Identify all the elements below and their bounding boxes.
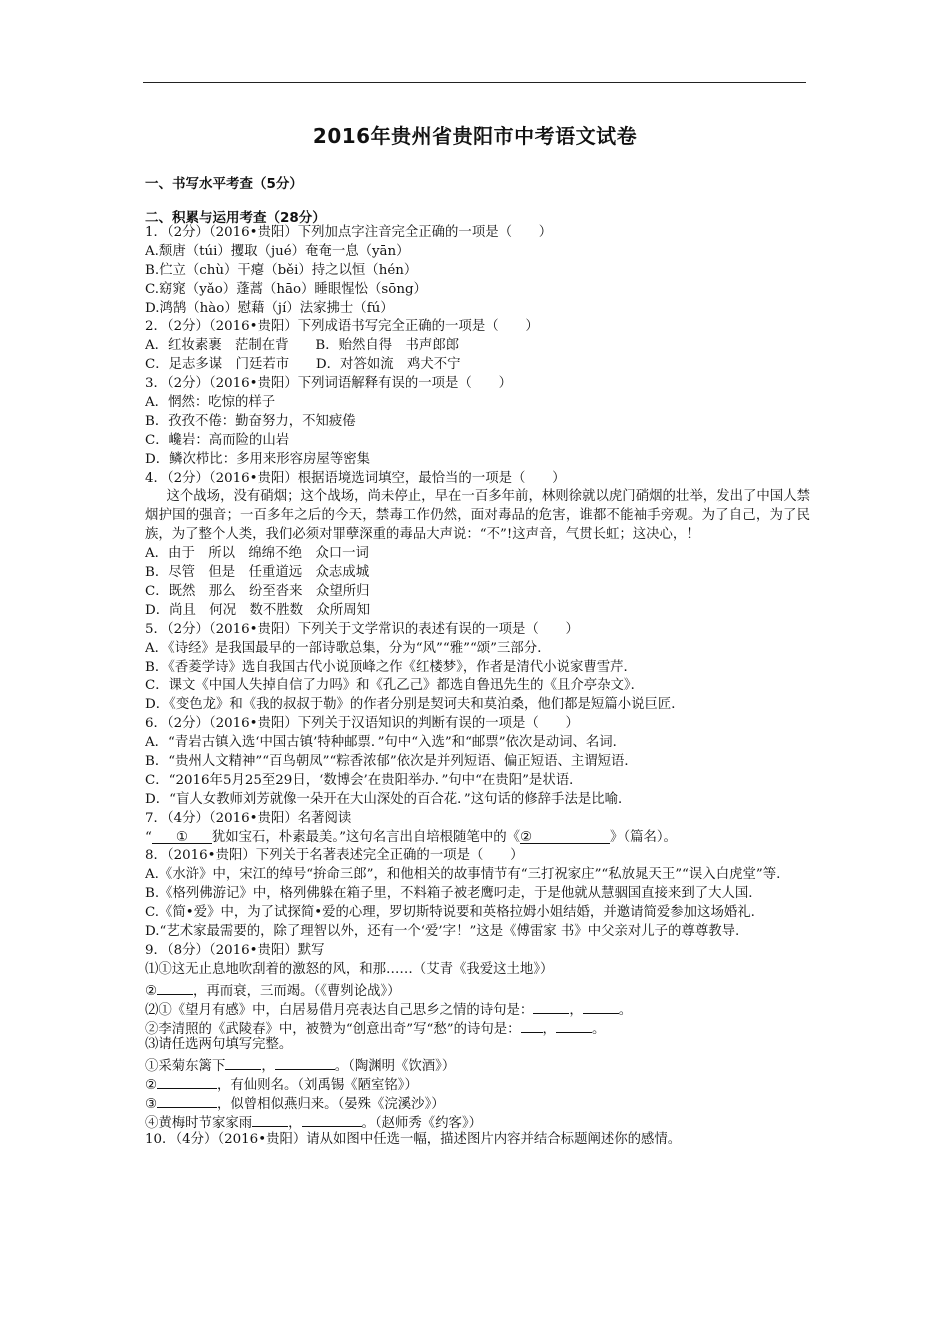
- q9-part2-a-text: ⑵①《望月有感》中，白居易借月亮表达自己思乡之情的诗句是：: [145, 1002, 534, 1018]
- q9-part2-b-blank-2[interactable]: [556, 1018, 592, 1033]
- q8-stem: 8．（2016•贵阳）下列关于名著表述完全正确的一项是（ ）: [145, 848, 524, 864]
- page-title: 2016年贵州省贵阳市中考语文试卷: [312, 124, 638, 148]
- q9-part2-a-blank-1[interactable]: [533, 999, 569, 1014]
- q9-part2-b-blank-1[interactable]: [521, 1018, 543, 1033]
- q9-part3-1: [145, 1055, 810, 1074]
- q9-part3-4-blank-2[interactable]: [302, 1112, 362, 1127]
- q2-stem: 2．（2分）（2016•贵阳）下列成语书写完全正确的一项是（ ）: [145, 319, 539, 335]
- q2-options-cd: C．足志多谋 门廷若市 D．对答如流 鸡犬不宁: [145, 357, 461, 373]
- q1-option-d: D.鸿鹄（hào）慰藉（jí）法家拂士（fú）: [145, 300, 394, 316]
- q9-part3-2-text: ，有仙则名。（刘禹锡《陋室铭》）: [217, 1078, 418, 1094]
- q7-fill-line: [145, 829, 810, 848]
- q7-blank-2-label: ②: [520, 829, 533, 845]
- q9-part3-3: [145, 1093, 810, 1112]
- q3-option-b: B．孜孜不倦：勤奋努力，不知疲倦: [145, 413, 356, 429]
- q9-part3-4-end: 。（赵师秀《约客》）: [361, 1115, 483, 1131]
- q9-part3-2: [145, 1074, 810, 1093]
- q1-option-b: B.伫立（chù）干瘪（běi）持之以恒（hén）: [145, 262, 418, 278]
- section-1-heading: 一、书写水平考查（5分）: [145, 176, 303, 192]
- q8-option-a: A.《水浒》中，宋江的绰号“拚命三郎”，和他相关的故事情节有“三打祝家庄”“私放晁天王”“误入白虎堂”等.: [145, 867, 781, 883]
- q7-blank-2[interactable]: [520, 829, 610, 844]
- q6-stem: 6．（2分）（2016•贵阳）下列关于汉语知识的判断有误的一项是（ ）: [145, 716, 579, 732]
- q9-part2-a-comma: ，: [569, 1002, 583, 1018]
- q4-option-d: D．尚且 何况 数不胜数 众所周知: [145, 602, 370, 618]
- q9-part2-b: [145, 1018, 810, 1037]
- q4-stem: 4．（2分）（2016•贵阳）根据语境选词填空，最恰当的一项是（ ）: [145, 470, 566, 486]
- q9-part2-a-blank-2[interactable]: [583, 999, 619, 1014]
- q6-option-a: A．“青岩古镇入选‘中国古镇’特种邮票．”句中“入选”和“邮票”依次是动词、名词．: [145, 735, 627, 751]
- q8-option-c: C.《简•爱》中，为了试探简•爱的心理，罗切斯特说要和英格拉姆小姐结婚，并邀请简爱参加这场婚礼.: [145, 905, 755, 921]
- q9-part1-b-text: ，再而衰，三而竭。（《曹刿论战》）: [193, 983, 401, 999]
- q9-part1-a: ⑴①这无止息地吹刮着的激怒的风，和那……（艾青《我爱这土地》）: [145, 961, 554, 977]
- q9-part3-4-text: ④黄梅时节家家雨: [145, 1115, 253, 1131]
- q6-option-d: D．“盲人女教师刘芳就像一朵开在大山深处的百合花．”这句话的修辞手法是比喻．: [145, 791, 632, 807]
- q5-option-a: A．《诗经》是我国最早的一部诗歌总集，分为“风”“雅”“颂”三部分．: [145, 640, 551, 656]
- q3-option-c: C．巉岩：高而险的山岩: [145, 432, 290, 448]
- q9-part3: ⑶请任选两句填写完整。: [145, 1037, 293, 1053]
- q4-option-a: A．由于 所以 绵绵不绝 众口一词: [145, 546, 369, 562]
- q3-option-a: A．惘然：吃惊的样子: [145, 395, 276, 411]
- q7-middle-text: 犹如宝石，朴素最美。”这句名言出自培根随笔中的《: [211, 829, 520, 845]
- q7-end-text: 》（篇名）。: [610, 829, 677, 845]
- q1-option-a: A.颓唐（túi）攫取（jué）奄奄一息（yān）: [145, 243, 410, 259]
- q9-part3-3-blank[interactable]: [157, 1093, 217, 1108]
- q7-blank-1[interactable]: [152, 829, 212, 844]
- q9-part3-1-blank-1[interactable]: [225, 1055, 261, 1070]
- q7-open-quote: “: [145, 829, 152, 845]
- q9-part1-b-prefix: ②: [145, 983, 158, 999]
- q9-part3-4: [145, 1112, 810, 1131]
- question-body: [145, 224, 810, 1150]
- q9-part2-b-text: ②李清照的《武陵春》中，被赞为“创意出奇”写“愁”的诗句是：: [145, 1021, 521, 1037]
- q6-option-b: B．“贵州人文精神”“百鸟朝凤”“粽香浓郁”依次是并列短语、偏正短语、主谓短语．: [145, 753, 638, 769]
- q5-option-b: B．《香菱学诗》选自我国古代小说顶峰之作《红楼梦》，作者是清代小说家曹雪芹．: [145, 659, 637, 675]
- q5-option-c: C．课文《中国人失掉自信了力吗》和《孔乙己》都选自鲁迅先生的《且介亭杂文》．: [145, 678, 644, 694]
- q7-stem: 7．（4分）（2016•贵阳）名著阅读: [145, 810, 352, 826]
- q4-option-c: C．既然 那么 纷至沓来 众望所归: [145, 583, 370, 599]
- q9-part1-b: [145, 980, 810, 999]
- q9-part3-1-text: ①采菊东篱下: [145, 1059, 226, 1075]
- q10-stem: 10．（4分）（2016•贵阳）请从如图中任选一幅，描述图片内容并结合标题阐述你的感情。: [145, 1131, 682, 1147]
- q4-option-b: B．尽管 但是 任重道远 众志成城: [145, 565, 370, 581]
- q9-part2-b-end: 。: [591, 1021, 606, 1037]
- q1-stem: 1．（2分）（2016•贵阳）下列加点字注音完全正确的一项是（ ）: [145, 225, 553, 240]
- q3-stem: 3．（2分）（2016•贵阳）下列词语解释有误的一项是（ ）: [145, 376, 512, 392]
- q9-part3-1-blank-2[interactable]: [275, 1055, 335, 1070]
- q9-part3-3-prefix: ③: [145, 1097, 158, 1112]
- q9-part3-4-comma: ，: [288, 1115, 302, 1131]
- q9-part1-b-blank[interactable]: [157, 980, 193, 995]
- section-2-heading: 二、积累与运用考查（28分）: [145, 210, 326, 226]
- q8-option-b: B.《格列佛游记》中，格列佛躲在箱子里，不料箱子被老鹰叼走，于是他就从慧骃国直接来到了大人国.: [145, 886, 753, 902]
- q9-part2-a-end: 。: [618, 1002, 633, 1018]
- q3-option-d: D．鳞次栉比：多用来形容房屋等密集: [145, 451, 370, 467]
- q8-option-d: D.“艺术家最需要的，除了理智以外，还有一个‘爱’字！”这是《傅雷家 书》中父亲对儿子的尊尊教导.: [145, 924, 740, 940]
- q9-stem: 9．（8分）（2016•贵阳）默写: [145, 942, 325, 958]
- q9-part3-4-blank-1[interactable]: [252, 1112, 288, 1127]
- top-rule: [143, 82, 806, 83]
- q9-part3-1-end: 。（陶渊明《饮酒》）: [334, 1059, 456, 1075]
- q9-part3-3-text: ，似曾相似燕归来。（晏殊《浣溪沙》）: [217, 1097, 445, 1112]
- q7-blank-1-label: ①: [175, 829, 188, 845]
- q9-part3-1-comma: ，: [261, 1059, 275, 1075]
- q6-option-c: C．“2016年5月25至29日，‘数博会’在贵阳举办．”句中“在贵阳”是状语．: [145, 772, 583, 788]
- q9-part2-b-comma: ，: [542, 1021, 556, 1037]
- q9-part2-a: [145, 999, 810, 1018]
- q4-passage: 这个战场，没有硝烟；这个战场，尚未停止，早在一百多年前，林则徐就以虎门硝烟的壮举，发出了中国人禁烟护国的强音；一百多年之后的今天，禁毒工作仍然，面对毒品的危害，谁都不能袖手旁观。为了自己，为了民族，为了整个人类，我们必须对罪孽深重的毒品大声说：“不”!这声音，气贯长虹；这决心，！: [145, 489, 810, 543]
- q5-option-d: D．《变色龙》和《我的叔叔于勒》的作者分别是契诃夫和莫泊桑，他们都是短篇小说巨匠．: [145, 697, 685, 713]
- q5-stem: 5．（2分）（2016•贵阳）下列关于文学常识的表述有误的一项是（ ）: [145, 621, 579, 637]
- q1-option-c: C.窈窕（yǎo）蓬蒿（hāo）睡眼惺忪（sōng）: [145, 281, 427, 297]
- q9-part3-2-prefix: ②: [145, 1078, 158, 1094]
- q9-part3-2-blank[interactable]: [157, 1074, 217, 1089]
- q2-options-ab: A．红妆素裹 茫制在背 B．贻然自得 书声郎郎: [145, 338, 460, 354]
